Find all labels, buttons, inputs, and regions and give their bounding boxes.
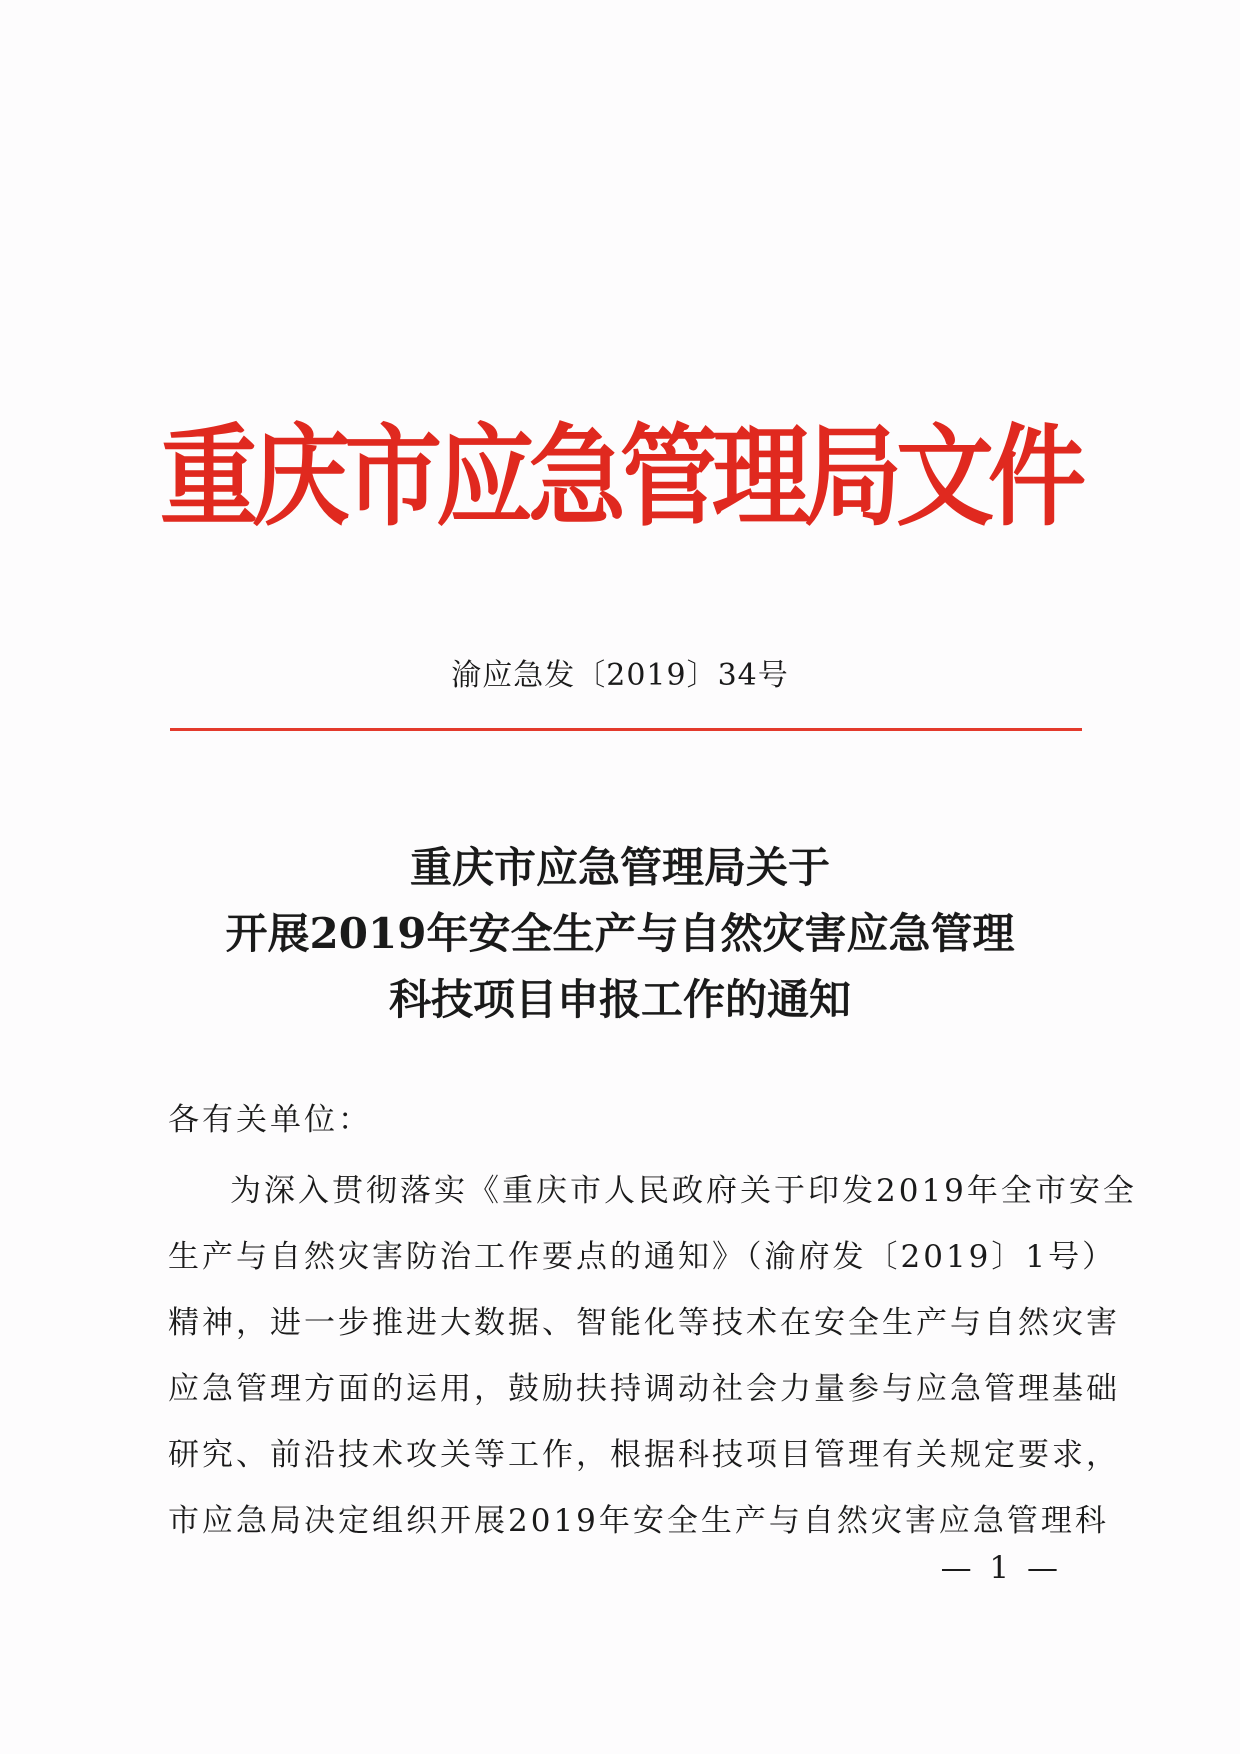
title-line-1: 重庆市应急管理局关于 bbox=[409, 843, 830, 892]
document-title bbox=[0, 835, 1240, 1033]
document-number: 渝应急发〔2019〕34号 bbox=[451, 658, 789, 693]
body-line: 研究、前沿技术攻关等工作，根据科技项目管理有关规定要求， bbox=[168, 1437, 1120, 1473]
title-line-3: 科技项目申报工作的通知 bbox=[388, 975, 851, 1024]
body-paragraph bbox=[168, 1158, 1137, 1554]
body-line: 精神，进一步推进大数据、智能化等技术在安全生产与自然灾害 bbox=[168, 1305, 1120, 1341]
title-line-2: 开展2019年安全生产与自然灾害应急管理 bbox=[225, 909, 1015, 958]
page-number: — 1 — bbox=[940, 1550, 1062, 1586]
body-line: 市应急局决定组织开展2019年安全生产与自然灾害应急管理科 bbox=[168, 1503, 1109, 1539]
document-masthead: 重庆市应急管理局文件 bbox=[159, 414, 1080, 542]
body-line: 为深入贯彻落实《重庆市人民政府关于印发2019年全市安全 bbox=[230, 1173, 1137, 1209]
body-line: 应急管理方面的运用，鼓励扶持调动社会力量参与应急管理基础 bbox=[168, 1371, 1120, 1407]
body-line: 生产与自然灾害防治工作要点的通知》（渝府发〔2019〕1号） bbox=[168, 1239, 1117, 1275]
salutation: 各有关单位： bbox=[168, 1102, 372, 1138]
red-divider-rule bbox=[170, 728, 1082, 731]
